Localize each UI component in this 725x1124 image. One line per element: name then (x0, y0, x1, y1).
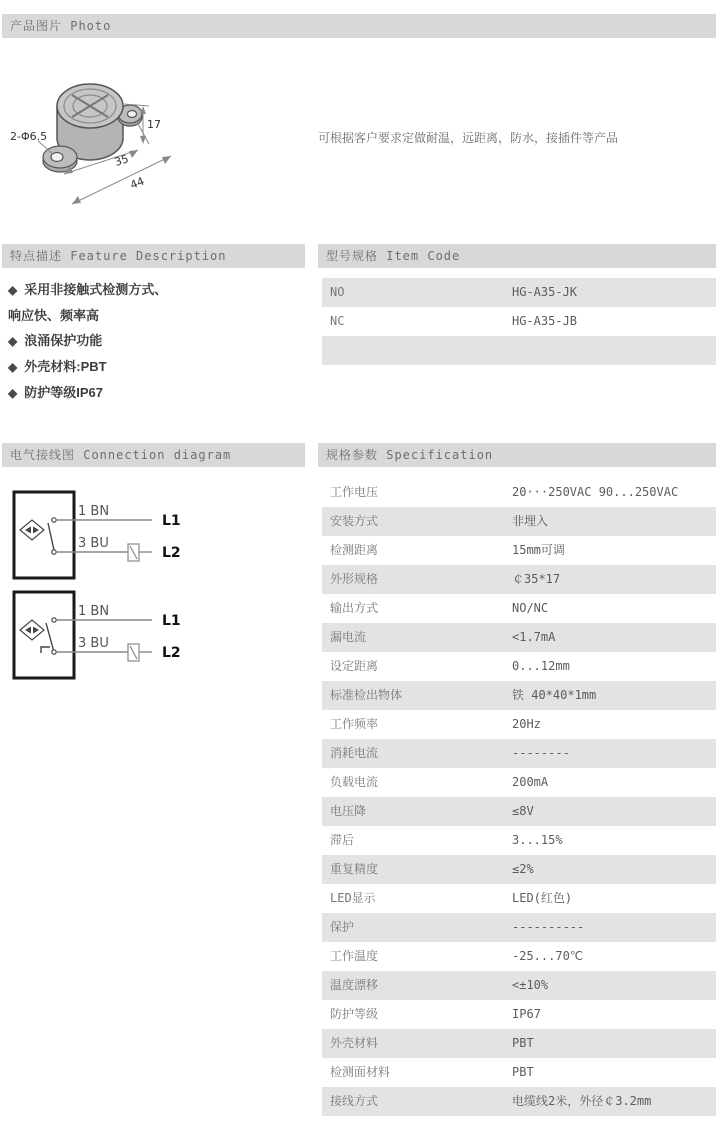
item-code-type: NO (330, 285, 345, 299)
connection-diagram-nc (12, 590, 207, 685)
spec-section-header: 规格参数 Specification (318, 443, 716, 467)
wire-label-1bn: 1 BN (78, 604, 110, 619)
spec-value: NO/NC (512, 601, 549, 615)
terminal-label-l1: L1 (162, 513, 181, 529)
spec-row (322, 652, 716, 681)
spec-label: 工作电压 (330, 485, 379, 499)
sensor-box (14, 592, 74, 678)
spec-label: 防护等级 (330, 1007, 379, 1021)
customization-note: 可根据客户要求定做耐温，远距离，防水，接插件等产品 (318, 131, 619, 145)
spec-value: 200mA (512, 775, 549, 789)
diamond-bullet-icon: ◆ (8, 283, 18, 297)
feature-item (8, 328, 308, 354)
spec-row (322, 884, 716, 913)
spec-value: -------- (512, 746, 570, 760)
itemcode-section-header: 型号规格 Item Code (318, 244, 716, 268)
connection-diagram-no (12, 490, 207, 585)
spec-label: 工作温度 (330, 949, 379, 963)
dim44-arrow1 (72, 196, 81, 204)
spec-label: 工作频率 (330, 717, 379, 731)
spec-row (322, 536, 716, 565)
feature-text-continued: 响应快、频率高 (8, 308, 100, 323)
spec-value: LED(红色) (512, 891, 573, 905)
spec-row (322, 710, 716, 739)
spec-row (322, 1000, 716, 1029)
item-code-value: HG-A35-JB (512, 314, 578, 328)
item-code-table (322, 278, 716, 365)
spec-row (322, 594, 716, 623)
spec-value: PBT (512, 1036, 534, 1050)
dim35-arrow2 (129, 150, 138, 158)
feature-text: 浪涌保护功能 (24, 333, 103, 348)
contact-top (52, 518, 56, 522)
feature-text: 采用非接触式检测方式、 (24, 282, 168, 297)
terminal-label-l2: L2 (162, 645, 181, 661)
item-code-row (322, 336, 716, 365)
spec-row (322, 942, 716, 971)
spec-value: 铁 40*40*1mm (512, 688, 597, 702)
item-code-type (322, 336, 512, 365)
item-code-row (322, 278, 716, 307)
spec-row (322, 739, 716, 768)
spec-row (322, 855, 716, 884)
spec-label: 重复精度 (330, 862, 379, 876)
dim-label-holes: 2-Φ6.5 (10, 130, 48, 143)
spec-label: 设定距离 (330, 659, 379, 673)
dim-label-44: 44 (128, 174, 147, 192)
spec-row (322, 681, 716, 710)
spec-label: 外壳材料 (330, 1036, 379, 1050)
feature-item (8, 354, 308, 380)
spec-value: 0...12mm (512, 659, 570, 673)
spec-value: 15mm可调 (512, 543, 565, 557)
spec-label: 安装方式 (330, 514, 379, 528)
spec-value: ￠35*17 (512, 572, 561, 586)
item-code-row (322, 307, 716, 336)
spec-label: 输出方式 (330, 601, 379, 615)
spec-row (322, 768, 716, 797)
spec-row (322, 478, 716, 507)
dim44-arrow2 (162, 156, 171, 164)
specification-table (322, 478, 716, 1116)
spec-row (322, 623, 716, 652)
sensor-box (14, 492, 74, 578)
spec-label: 漏电流 (330, 630, 367, 644)
spec-value: 非埋入 (512, 514, 549, 528)
spec-row (322, 1058, 716, 1087)
feature-text: 外壳材料:PBT (24, 359, 107, 374)
dim-label-17: 17 (147, 118, 161, 131)
connection-section-header: 电气接线图 Connection diagram (2, 443, 305, 467)
mount-hole-right (128, 111, 137, 118)
product-drawing (8, 62, 233, 217)
wire-label-1bn: 1 BN (78, 504, 110, 519)
spec-row (322, 826, 716, 855)
terminal-label-l2: L2 (162, 545, 181, 561)
wire-label-3bu: 3 BU (78, 536, 109, 551)
spec-row (322, 1087, 716, 1116)
spec-label: 保护 (330, 920, 355, 934)
spec-value: ≤8V (512, 804, 534, 818)
spec-value: <±10% (512, 978, 549, 992)
item-code-value: HG-A35-JK (512, 285, 578, 299)
spec-label: 标准检出物体 (330, 688, 403, 702)
spec-label: LED显示 (330, 891, 376, 905)
feature-text: 防护等级IP67 (24, 385, 103, 400)
spec-value: IP67 (512, 1007, 541, 1021)
contact-bottom (52, 650, 56, 654)
feature-section-header: 特点描述 Feature Description (2, 244, 305, 268)
spec-label: 外形规格 (330, 572, 379, 586)
diamond-bullet-icon: ◆ (8, 386, 18, 400)
spec-row (322, 1029, 716, 1058)
dim17-arrow-bottom (140, 136, 146, 144)
diamond-bullet-icon: ◆ (8, 334, 18, 348)
spec-label: 电压降 (330, 804, 367, 818)
spec-label: 接线方式 (330, 1094, 379, 1108)
spec-value: 20···250VAC 90...250VAC (512, 485, 679, 499)
spec-row (322, 507, 716, 536)
spec-label: 温度漂移 (330, 978, 379, 992)
diamond-bullet-icon: ◆ (8, 360, 18, 374)
spec-value: 3...15% (512, 833, 563, 847)
spec-label: 检测面材料 (330, 1065, 391, 1079)
spec-row (322, 971, 716, 1000)
spec-value: ≤2% (512, 862, 534, 876)
spec-value: <1.7mA (512, 630, 556, 644)
spec-label: 检测距离 (330, 543, 379, 557)
spec-label: 滞后 (330, 833, 355, 847)
spec-label: 负载电流 (330, 775, 379, 789)
spec-label: 消耗电流 (330, 746, 379, 760)
spec-value: ---------- (512, 920, 585, 934)
feature-item (8, 277, 308, 328)
spec-value: PBT (512, 1065, 534, 1079)
spec-value: 20Hz (512, 717, 541, 731)
contact-top (52, 618, 56, 622)
feature-list (8, 277, 308, 406)
spec-value: -25...70℃ (512, 949, 584, 963)
spec-value: 电缆线2米，外径￠3.2mm (512, 1094, 652, 1108)
spec-row (322, 565, 716, 594)
photo-section-header: 产品图片 Photo (2, 14, 716, 38)
contact-bottom (52, 550, 56, 554)
dim-label-35: 35 (112, 152, 131, 169)
item-code-type: NC (330, 314, 345, 328)
wire-label-3bu: 3 BU (78, 636, 109, 651)
spec-row (322, 913, 716, 942)
terminal-label-l1: L1 (162, 613, 181, 629)
spec-row (322, 797, 716, 826)
feature-item (8, 380, 308, 406)
